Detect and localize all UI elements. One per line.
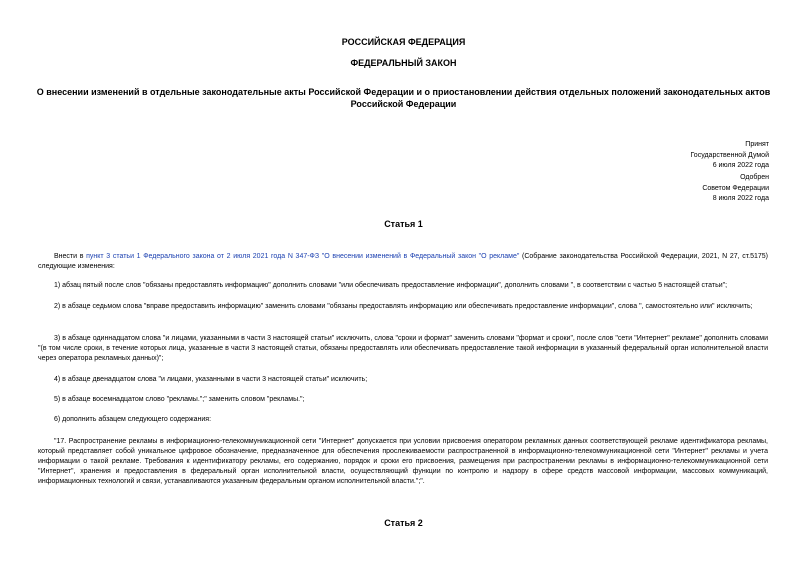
country-heading: РОССИЙСКАЯ ФЕДЕРАЦИЯ <box>341 37 466 47</box>
adoption-block <box>690 140 769 205</box>
accepted-by: Государственной Думой <box>690 151 769 159</box>
approved-by: Советом Федерации <box>702 184 769 192</box>
accepted-date: 6 июля 2022 года <box>712 162 769 169</box>
article-1-heading: Статья 1 <box>384 219 423 229</box>
law-title: О внесении изменений в отдельные законодательные акты Российской Федерации и о приостановлении действия отдельных положений законодательных актов Российской Федерации <box>36 87 771 109</box>
amendment-item-2: 2) в абзаце седьмом слова "вправе предоставить информацию" заменить словами "обязаны предоставлять информацию или обеспечивать предоставление информации", слова ", самостоятельно или" исключить; <box>54 303 753 310</box>
amendment-item-6: 6) дополнить абзацем следующего содержания: <box>54 416 212 423</box>
document-type-heading: ФЕДЕРАЛЬНЫЙ ЗАКОН <box>350 58 457 68</box>
amendment-item-3: 3) в абзаце одиннадцатом слова "и лицами, указанными в части 3 настоящей статьи" исключить, слова "сроки и формат" заменить словами "формат и сроки", после слов "сети "Интернет" рекламе" дополнить словами "(в том числе сроки, в течение которых лица, указанные в части 3 настоящей статьи, обязаны предоставлять или обеспечивать предоставление такой информации в указанный федеральный орган исполнительной власти через оператора рекламных данных)"; <box>38 335 768 362</box>
law-reference-link[interactable]: пункт 3 статьи 1 Федерального закона от 2 июля 2021 года N 347-ФЗ "О внесении изменений в Федеральный закон "О рекламе" <box>86 253 520 260</box>
amendment-item-4: 4) в абзаце двенадцатом слова "и лицами, указанными в части 3 настоящей статьи" исключить; <box>54 376 368 383</box>
amendment-item-1: 1) абзац пятый после слов "обязаны предоставлять информацию" дополнить словами "или обеспечивать предоставление информации", дополнить словами ", в соответствии с частью 5 настоящей статьи"; <box>54 282 728 289</box>
intro-suffix: (Собрание законодательства Российской Федерации, 2021, N 27, ст.5175) следующие изменения: <box>38 253 768 270</box>
approved-date: 8 июля 2022 года <box>712 195 769 202</box>
intro-prefix: Внести в <box>54 253 87 260</box>
article-1-intro <box>38 252 768 272</box>
amendment-item-5: 5) в абзаце восемнадцатом слово "рекламы.";" заменить словом "рекламы."; <box>54 396 305 403</box>
accepted-label: Принят <box>745 141 769 148</box>
article-2-heading: Статья 2 <box>384 518 423 528</box>
approved-label: Одобрен <box>740 174 769 181</box>
new-paragraph-17: "17. Распространение рекламы в информационно-телекоммуникационной сети "Интернет" допускается при условии присвоения оператором рекламных данных соответствующей рекламе идентификатора рекламы, который представляет собой уникальное цифровое обозначение, предназначенное для обеспечения прослеживаемости распространенной в информационно-телекоммуникационной сети "Интернет" рекламы и учета информации о такой рекламе. Требования к идентификатору рекламы, его содержанию, порядок и сроки его присвоения, размещения при распространении рекламы в информационно-телекоммуникационной сети "Интернет", хранения и предоставления в федеральный орган исполнительной власти, осуществляющий функции по контролю и надзору в сфере средств массовой информации, массовых коммуникаций, информационных технологий и связи, устанавливаются указанным федеральным органом исполнительной власти.";". <box>38 438 768 485</box>
